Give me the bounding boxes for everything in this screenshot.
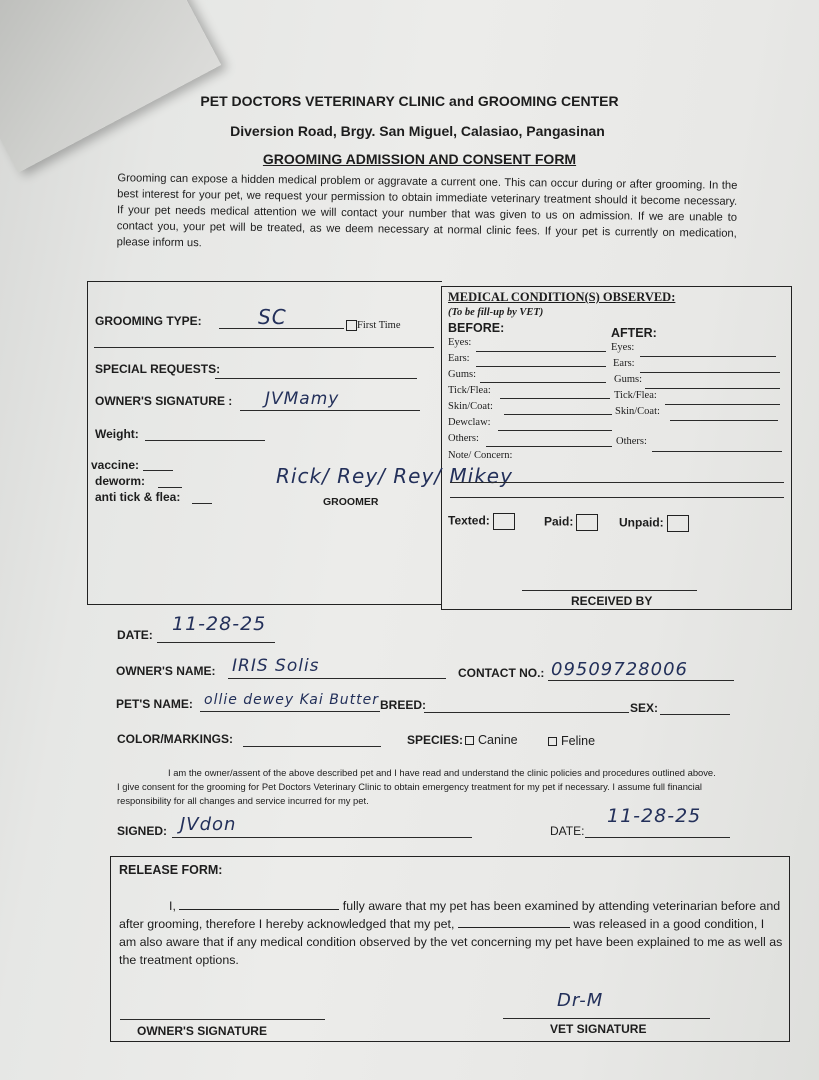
texted-checkbox[interactable]: [448, 513, 515, 530]
special-requests-field[interactable]: [215, 378, 417, 379]
breed-field[interactable]: [424, 712, 629, 713]
vaccine-field[interactable]: [143, 470, 173, 471]
owner-signature-line[interactable]: [120, 1019, 325, 1020]
signed-label: SIGNED:: [117, 824, 168, 838]
sex-field[interactable]: [660, 714, 730, 715]
clinic-address: Diversion Road, Brgy. San Miguel, Calasiao, Pangasinan: [230, 123, 605, 139]
release-pet-field[interactable]: [458, 915, 570, 928]
owner-signature-value[interactable]: JVMamy: [265, 389, 340, 409]
grooming-type-value[interactable]: SC: [258, 305, 287, 329]
received-by-label: RECEIVED BY: [571, 594, 653, 608]
after-item: Eyes:: [611, 342, 635, 353]
owner-name-label: OWNER'S NAME:: [116, 664, 216, 678]
before-item: Dewclaw:: [448, 417, 491, 428]
before-item: Note/ Concern:: [448, 450, 513, 461]
note-line-1[interactable]: [450, 482, 784, 483]
date-label: DATE:: [117, 628, 153, 642]
owner-name-value[interactable]: IRIS Solis: [232, 656, 320, 676]
intro-paragraph: Grooming can expose a hidden medical problem or aggravate a current one. This can occur during or after grooming. In the best interest for your pet, we request your permission to obtain immediate veterinary treatment should it become necessary. If your pet needs medical attention we will contact your number that was given to us on admission. If we are unable to contact you, your pet will be treated, as we deem necessary at normal clinic fees. If your pet is currently on medication, please inform us.: [116, 172, 738, 250]
after-gums-field[interactable]: [645, 388, 780, 389]
anti-tick-field[interactable]: [192, 503, 212, 504]
first-time-label: First Time: [357, 320, 401, 331]
folded-corner: [0, 0, 221, 173]
deworm-field[interactable]: [158, 487, 182, 488]
contact-label: CONTACT NO.:: [458, 666, 545, 680]
before-skin-field[interactable]: [504, 414, 612, 415]
after-item: Skin/Coat:: [615, 406, 660, 417]
before-others-field[interactable]: [486, 446, 612, 447]
date-value[interactable]: 11-28-25: [172, 613, 267, 635]
before-item: Gums:: [448, 369, 477, 380]
after-item: Gums:: [614, 374, 643, 385]
release-text-part1: fully aware that my pet has been examined by attending veterinarian before and after grooming, therefore I hereby acknowledged that my pet,: [119, 899, 781, 931]
after-label: AFTER:: [611, 326, 657, 340]
pet-name-label: PET'S NAME:: [116, 697, 193, 711]
vaccine-label: vaccine:: [91, 458, 140, 472]
release-vet-signature-label: VET SIGNATURE: [550, 1022, 647, 1036]
clinic-name: PET DOCTORS VETERINARY CLINIC and GROOMING CENTER: [200, 93, 619, 109]
release-owner-signature-label: OWNER'S SIGNATURE: [137, 1024, 267, 1038]
canine-option[interactable]: [465, 733, 518, 747]
consent-date-value[interactable]: 11-28-25: [607, 805, 702, 827]
consent-line-1: I am the owner/assent of the above described pet and I have read and understand the clinic policies and procedures outlined above.: [168, 767, 716, 778]
after-skin-field[interactable]: [670, 420, 778, 421]
after-tick-field[interactable]: [665, 404, 780, 405]
release-paragraph: [119, 897, 783, 969]
before-gums-field[interactable]: [480, 382, 606, 383]
paid-label: Paid:: [544, 514, 574, 529]
groomer-value[interactable]: Rick/ Rey/ Rey/ Mikey: [276, 464, 513, 488]
after-item: Ears:: [613, 358, 635, 369]
anti-tick-label: anti tick & flea:: [95, 490, 181, 504]
after-item: Others:: [616, 436, 647, 447]
paid-checkbox[interactable]: [544, 514, 598, 531]
before-item: Eyes:: [448, 337, 472, 348]
before-label: BEFORE:: [448, 321, 505, 335]
after-item: Tick/Flea:: [614, 390, 657, 401]
color-label: COLOR/MARKINGS:: [117, 732, 233, 746]
pet-name-value[interactable]: ollie dewey Kai Butter: [204, 692, 380, 708]
vet-signature-value[interactable]: Dr-M: [557, 990, 604, 1011]
before-ears-field[interactable]: [476, 366, 606, 367]
after-eyes-field[interactable]: [640, 356, 776, 357]
medical-title: MEDICAL CONDITION(S) OBSERVED:: [448, 290, 676, 304]
consent-date-label: DATE:: [550, 824, 585, 838]
before-item: Tick/Flea:: [448, 385, 491, 396]
after-others-field[interactable]: [652, 451, 782, 452]
consent-line-2: I give consent for the grooming for Pet Doctors Veterinary Clinic to obtain emergency treatment for my pet if necessary. I assume full financial: [117, 781, 702, 792]
owner-signature-label: OWNER'S SIGNATURE :: [95, 394, 233, 408]
release-name-field[interactable]: [179, 897, 339, 910]
first-time-checkbox[interactable]: [346, 320, 400, 331]
note-line-2[interactable]: [450, 497, 784, 498]
release-title: RELEASE FORM:: [119, 863, 223, 877]
special-requests-label: SPECIAL REQUESTS:: [95, 362, 221, 376]
sex-label: SEX:: [630, 701, 659, 715]
vet-signature-line[interactable]: [503, 1018, 710, 1019]
unpaid-label: Unpaid:: [619, 515, 664, 530]
signed-value[interactable]: JVdon: [180, 814, 237, 835]
grooming-type-label: GROOMING TYPE:: [95, 314, 202, 328]
received-by-field[interactable]: [522, 590, 697, 591]
feline-label: Feline: [561, 734, 596, 748]
breed-label: BREED:: [380, 698, 427, 712]
species-label: SPECIES:: [407, 733, 464, 747]
unpaid-checkbox[interactable]: [619, 515, 689, 532]
color-field[interactable]: [243, 746, 381, 747]
before-item: Others:: [448, 433, 479, 444]
canine-label: Canine: [478, 733, 518, 747]
before-eyes-field[interactable]: [476, 351, 606, 352]
groomer-label: GROOMER: [323, 496, 379, 508]
contact-value[interactable]: 09509728006: [551, 659, 688, 680]
consent-line-3: responsibility for all changes and service incurred for my pet.: [117, 795, 369, 806]
deworm-label: deworm:: [95, 474, 146, 488]
before-item: Ears:: [448, 353, 470, 364]
before-item: Skin/Coat:: [448, 401, 493, 412]
form-title: GROOMING ADMISSION AND CONSENT FORM: [262, 151, 577, 167]
medical-subtitle: (To be fill-up by VET): [448, 307, 544, 318]
feline-option[interactable]: [548, 734, 595, 748]
before-dewclaw-field[interactable]: [498, 430, 612, 431]
before-tick-field[interactable]: [500, 398, 610, 399]
release-text-i: I,: [169, 899, 176, 913]
release-text-part2: was released in a good condition, I am also aware that if any medical condition observed by the vet concerning my pet have been explained to me as well as the treatment options.: [119, 917, 783, 967]
weight-field[interactable]: [145, 440, 265, 441]
after-ears-field[interactable]: [640, 372, 780, 373]
texted-label: Texted:: [448, 513, 490, 528]
weight-label: Weight:: [95, 427, 139, 441]
